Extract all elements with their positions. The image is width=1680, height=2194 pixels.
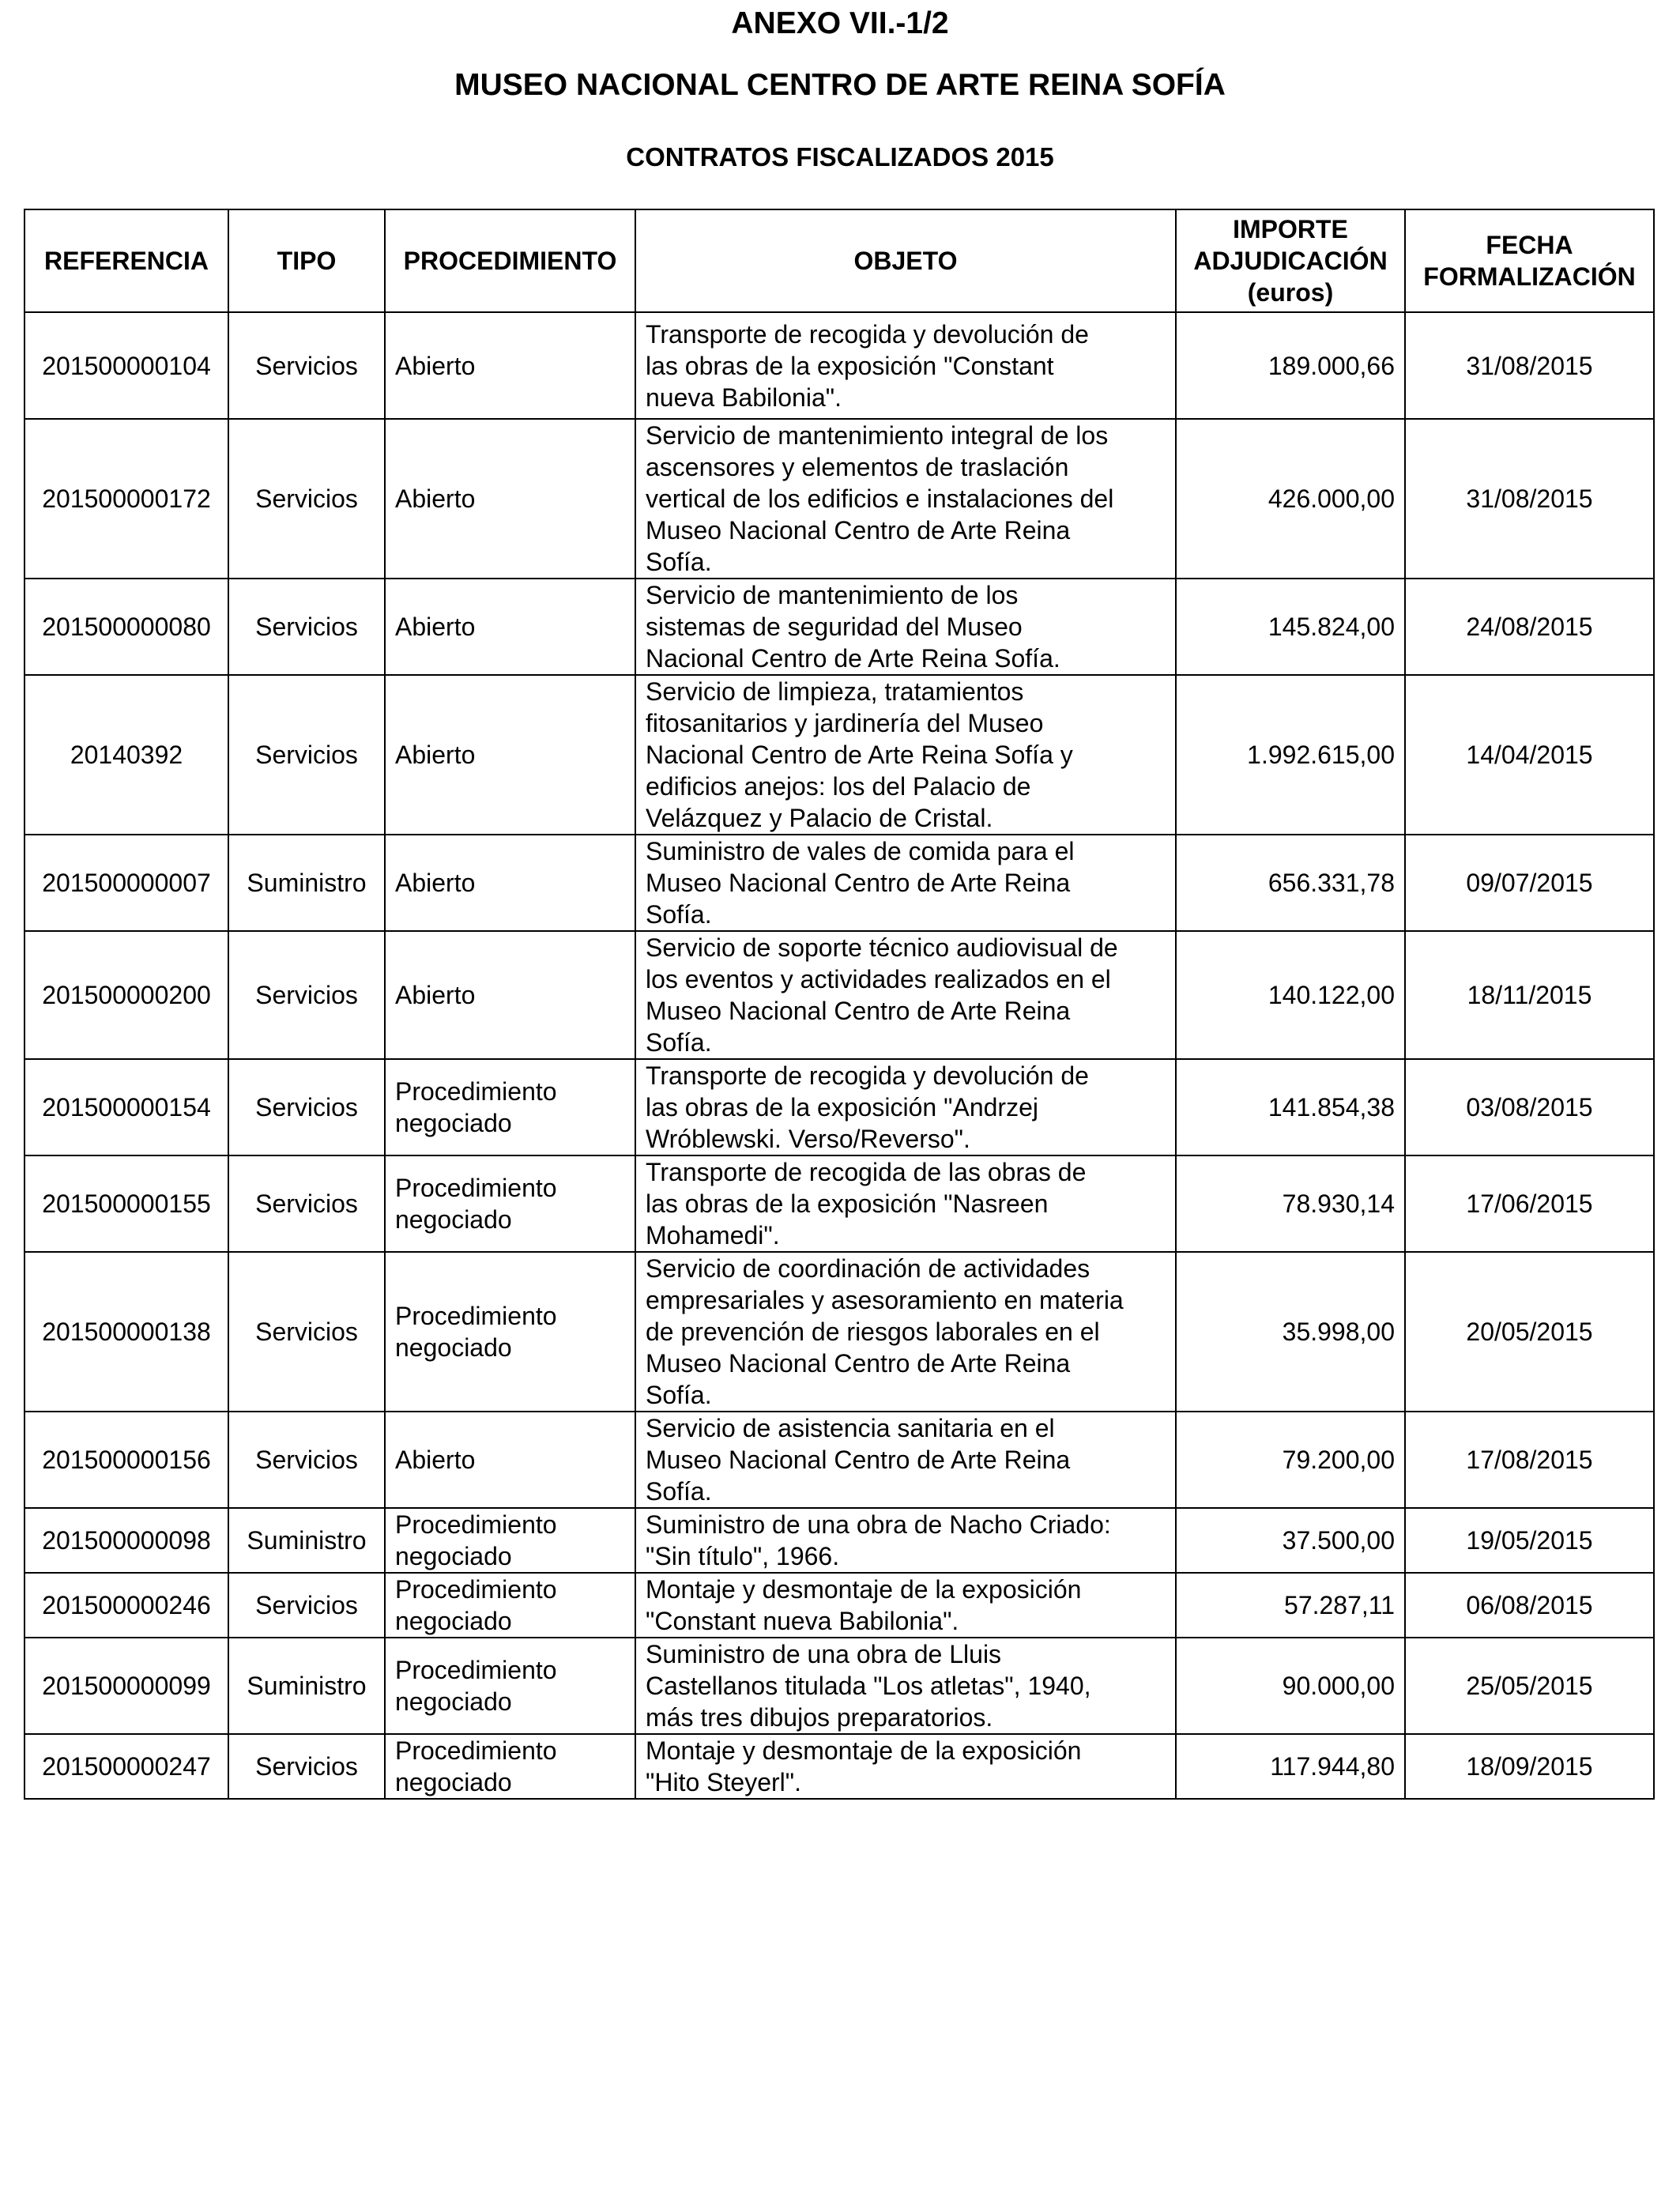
objeto-line: Velázquez y Palacio de Cristal. [646,804,993,832]
cell-tipo: Servicios [228,1412,385,1508]
objeto-line: Montaje y desmontaje de la exposición [646,1575,1082,1604]
cell-objeto [635,1508,1176,1573]
objeto-line: Nacional Centro de Arte Reina Sofía y [646,741,1073,769]
cell-referencia: 201500000154 [24,1059,228,1155]
objeto-line: de prevención de riesgos laborales en el [646,1318,1100,1346]
objeto-line: Museo Nacional Centro de Arte Reina [646,869,1071,897]
cell-tipo: Servicios [228,1573,385,1638]
table-header [24,209,1654,312]
cell-importe: 141.854,38 [1176,1059,1405,1155]
cell-importe: 117.944,80 [1176,1734,1405,1799]
cell-procedimiento: Procedimiento negociado [385,1734,635,1799]
objeto-line: nueva Babilonia". [646,383,842,412]
cell-tipo: Servicios [228,1155,385,1252]
cell-fecha: 19/05/2015 [1405,1508,1654,1573]
header-objeto: OBJETO [635,209,1176,312]
header-tipo: TIPO [228,209,385,312]
objeto-line: Transporte de recogida de las obras de [646,1158,1087,1186]
objeto-line: las obras de la exposición "Andrzej [646,1093,1038,1122]
cell-fecha: 03/08/2015 [1405,1059,1654,1155]
cell-objeto [635,835,1176,931]
cell-importe: 37.500,00 [1176,1508,1405,1573]
table-row [24,931,1654,1059]
header-importe-line: ADJUDICACIÓN [1193,247,1388,275]
cell-objeto [635,1252,1176,1412]
table-row [24,1508,1654,1573]
cell-procedimiento: Abierto [385,312,635,419]
cell-objeto [635,1573,1176,1638]
cell-procedimiento: Procedimiento negociado [385,1573,635,1638]
cell-tipo: Servicios [228,675,385,835]
objeto-line: Sofía. [646,1028,712,1057]
cell-fecha: 17/08/2015 [1405,1412,1654,1508]
cell-objeto [635,579,1176,675]
objeto-line: Transporte de recogida y devolución de [646,1061,1089,1090]
cell-importe: 90.000,00 [1176,1638,1405,1734]
cell-importe: 145.824,00 [1176,579,1405,675]
cell-objeto [635,1638,1176,1734]
cell-referencia: 201500000155 [24,1155,228,1252]
objeto-line: los eventos y actividades realizados en el [646,965,1111,993]
cell-tipo: Servicios [228,1252,385,1412]
table-row [24,1573,1654,1638]
cell-objeto [635,1155,1176,1252]
objeto-line: Servicio de mantenimiento de los [646,581,1019,609]
cell-tipo: Suministro [228,835,385,931]
objeto-line: Museo Nacional Centro de Arte Reina [646,516,1071,545]
objeto-line: fitosanitarios y jardinería del Museo [646,709,1044,737]
cell-fecha: 17/06/2015 [1405,1155,1654,1252]
header-importe [1176,209,1405,312]
header-fecha-line: FORMALIZACIÓN [1423,262,1636,291]
objeto-line: Sofía. [646,1381,712,1409]
objeto-line: Suministro de vales de comida para el [646,837,1075,865]
objeto-line: Sofía. [646,1477,712,1506]
cell-referencia: 201500000200 [24,931,228,1059]
document-subtitle: CONTRATOS FISCALIZADOS 2015 [626,142,1054,172]
table-row [24,579,1654,675]
cell-tipo: Servicios [228,931,385,1059]
cell-fecha: 20/05/2015 [1405,1252,1654,1412]
objeto-line: sistemas de seguridad del Museo [646,613,1023,641]
cell-procedimiento: Abierto [385,675,635,835]
cell-referencia: 201500000007 [24,835,228,931]
cell-referencia: 201500000080 [24,579,228,675]
cell-objeto [635,1059,1176,1155]
cell-tipo: Servicios [228,312,385,419]
cell-importe: 1.992.615,00 [1176,675,1405,835]
cell-objeto [635,312,1176,419]
cell-importe: 78.930,14 [1176,1155,1405,1252]
cell-tipo: Suministro [228,1508,385,1573]
header-procedimiento: PROCEDIMIENTO [385,209,635,312]
objeto-line: Museo Nacional Centro de Arte Reina [646,1349,1071,1378]
cell-procedimiento: Procedimiento negociado [385,1508,635,1573]
table-row [24,1412,1654,1508]
objeto-line: Servicio de limpieza, tratamientos [646,677,1024,706]
cell-importe: 140.122,00 [1176,931,1405,1059]
header-referencia: REFERENCIA [24,209,228,312]
table-row [24,1638,1654,1734]
cell-tipo: Servicios [228,579,385,675]
cell-referencia: 201500000104 [24,312,228,419]
cell-tipo: Servicios [228,419,385,579]
cell-importe: 189.000,66 [1176,312,1405,419]
objeto-line: Castellanos titulada "Los atletas", 1940, [646,1672,1091,1700]
cell-referencia: 201500000172 [24,419,228,579]
cell-fecha: 14/04/2015 [1405,675,1654,835]
table-row [24,1155,1654,1252]
table-row [24,1734,1654,1799]
cell-referencia: 201500000098 [24,1508,228,1573]
table-row [24,419,1654,579]
objeto-line: edificios anejos: los del Palacio de [646,772,1031,801]
cell-importe: 35.998,00 [1176,1252,1405,1412]
objeto-line: Servicio de coordinación de actividades [646,1254,1090,1283]
cell-objeto [635,931,1176,1059]
objeto-line: Nacional Centro de Arte Reina Sofía. [646,644,1060,673]
cell-procedimiento: Abierto [385,579,635,675]
objeto-line: Suministro de una obra de Nacho Criado: [646,1510,1111,1539]
objeto-line: las obras de la exposición "Constant [646,351,1054,380]
cell-referencia: 201500000138 [24,1252,228,1412]
objeto-line: más tres dibujos preparatorios. [646,1703,993,1732]
objeto-line: Servicio de mantenimiento integral de los [646,421,1109,450]
table-row [24,675,1654,835]
cell-procedimiento: Procedimiento negociado [385,1155,635,1252]
header-fecha-line: FECHA [1486,231,1573,259]
objeto-line: Mohamedi". [646,1221,780,1250]
cell-fecha: 18/09/2015 [1405,1734,1654,1799]
cell-procedimiento: Procedimiento negociado [385,1638,635,1734]
cell-importe: 656.331,78 [1176,835,1405,931]
cell-referencia: 201500000246 [24,1573,228,1638]
cell-fecha: 06/08/2015 [1405,1573,1654,1638]
objeto-line: "Sin título", 1966. [646,1542,840,1570]
cell-procedimiento: Abierto [385,419,635,579]
cell-tipo: Servicios [228,1734,385,1799]
cell-objeto [635,1412,1176,1508]
cell-referencia: 20140392 [24,675,228,835]
table-body [24,312,1654,1799]
objeto-line: Museo Nacional Centro de Arte Reina [646,1446,1071,1474]
cell-fecha: 09/07/2015 [1405,835,1654,931]
header-fecha [1405,209,1654,312]
cell-referencia: 201500000099 [24,1638,228,1734]
annex-title: ANEXO VII.-1/2 [731,6,949,40]
objeto-line: vertical de los edificios e instalaciones del [646,484,1114,513]
cell-referencia: 201500000156 [24,1412,228,1508]
header-row [24,209,1654,312]
table-row [24,1059,1654,1155]
cell-tipo: Servicios [228,1059,385,1155]
cell-tipo: Suministro [228,1638,385,1734]
header-importe-line: IMPORTE [1233,215,1348,243]
cell-importe: 79.200,00 [1176,1412,1405,1508]
objeto-line: ascensores y elementos de traslación [646,453,1069,481]
cell-procedimiento: Procedimiento negociado [385,1059,635,1155]
objeto-line: Sofía. [646,900,712,929]
header-importe-line: (euros) [1247,278,1334,307]
table-row [24,1252,1654,1412]
cell-objeto [635,1734,1176,1799]
objeto-line: "Constant nueva Babilonia". [646,1607,959,1635]
cell-importe: 426.000,00 [1176,419,1405,579]
objeto-line: Montaje y desmontaje de la exposición [646,1736,1082,1765]
cell-importe: 57.287,11 [1176,1573,1405,1638]
cell-fecha: 31/08/2015 [1405,419,1654,579]
cell-procedimiento: Abierto [385,835,635,931]
objeto-line: Suministro de una obra de Lluis [646,1640,1002,1668]
cell-referencia: 201500000247 [24,1734,228,1799]
cell-fecha: 18/11/2015 [1405,931,1654,1059]
cell-fecha: 31/08/2015 [1405,312,1654,419]
cell-objeto [635,419,1176,579]
objeto-line: Sofía. [646,548,712,576]
cell-procedimiento: Abierto [385,931,635,1059]
cell-procedimiento: Abierto [385,1412,635,1508]
cell-fecha: 24/08/2015 [1405,579,1654,675]
contracts-table [24,209,1655,1800]
objeto-line: las obras de la exposición "Nasreen [646,1189,1049,1218]
cell-procedimiento: Procedimiento negociado [385,1252,635,1412]
objeto-line: Servicio de asistencia sanitaria en el [646,1414,1055,1442]
institution-title: MUSEO NACIONAL CENTRO DE ARTE REINA SOFÍA [454,68,1226,102]
table-row [24,312,1654,419]
objeto-line: Servicio de soporte técnico audiovisual de [646,933,1118,962]
objeto-line: "Hito Steyerl". [646,1768,801,1796]
objeto-line: Museo Nacional Centro de Arte Reina [646,997,1071,1025]
table-row [24,835,1654,931]
cell-objeto [635,675,1176,835]
objeto-line: Wróblewski. Verso/Reverso". [646,1125,970,1153]
objeto-line: empresariales y asesoramiento en materia [646,1286,1124,1314]
cell-fecha: 25/05/2015 [1405,1638,1654,1734]
objeto-line: Transporte de recogida y devolución de [646,319,1089,349]
